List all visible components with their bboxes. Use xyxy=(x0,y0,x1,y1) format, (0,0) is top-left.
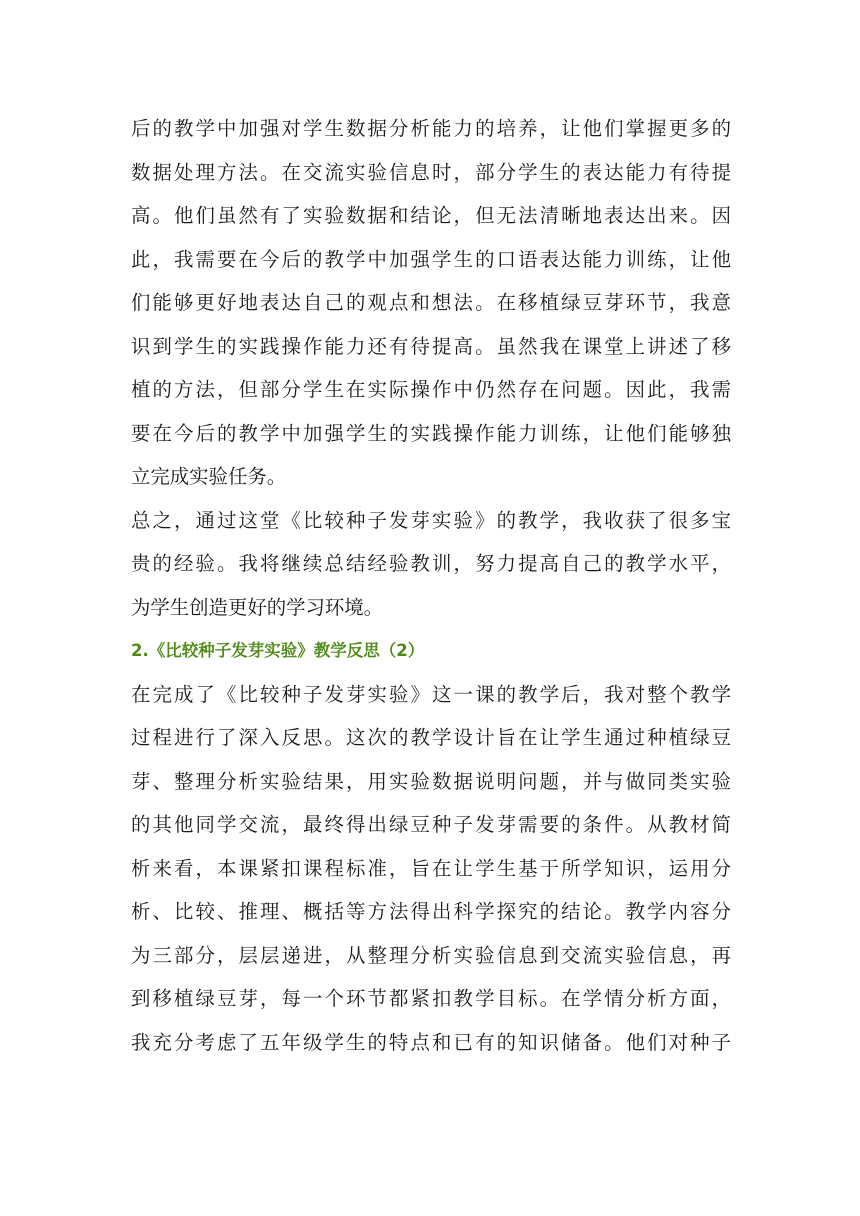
text-line: 后的教学中加强对学生数据分析能力的培养，让他们掌握更多的 xyxy=(131,117,731,140)
text-line: 此，我需要在今后的教学中加强学生的口语表达能力训练，让他 xyxy=(131,247,731,271)
paragraph-continued xyxy=(131,107,731,499)
document-body xyxy=(131,107,731,1064)
text-line: 的其他同学交流，最终得出绿豆种子发芽需要的条件。从教材简 xyxy=(131,813,731,836)
paragraph-reflection xyxy=(131,673,731,1065)
text-line: 析、比较、推理、概括等方法得出科学探究的结论。教学内容分 xyxy=(131,900,731,923)
paragraph-summary xyxy=(131,499,731,630)
text-line: 在完成了《比较种子发芽实验》这一课的教学后，我对整个教学 xyxy=(131,682,731,706)
text-line: 析来看，本课紧扣课程标准，旨在让学生基于所学知识，运用分 xyxy=(131,856,731,880)
text-line: 要在今后的教学中加强学生的实践操作能力训练，让他们能够独 xyxy=(131,421,731,445)
text-line: 立完成实验任务。 xyxy=(131,465,287,488)
text-line: 们能够更好地表达自己的观点和想法。在移植绿豆芽环节，我意 xyxy=(131,291,731,314)
section-heading: 2.《比较种子发芽实验》教学反思（2） xyxy=(131,641,425,660)
text-line: 贵的经验。我将继续总结经验教训，努力提高自己的教学水平， xyxy=(131,552,731,575)
text-line: 植的方法，但部分学生在实际操作中仍然存在问题。因此，我需 xyxy=(131,378,731,401)
text-line: 芽、整理分析实验结果，用实验数据说明问题，并与做同类实验 xyxy=(131,769,731,793)
text-line: 高。他们虽然有了实验数据和结论，但无法清晰地表达出来。因 xyxy=(131,204,731,227)
text-line: 数据处理方法。在交流实验信息时，部分学生的表达能力有待提 xyxy=(131,160,731,184)
text-line: 到移植绿豆芽，每一个环节都紧扣教学目标。在学情分析方面， xyxy=(131,987,731,1010)
text-line: 为三部分，层层递进，从整理分析实验信息到交流实验信息，再 xyxy=(131,943,731,967)
text-line: 识到学生的实践操作能力还有待提高。虽然我在课堂上讲述了移 xyxy=(131,334,731,358)
text-line: 为学生创造更好的学习环境。 xyxy=(131,595,384,619)
text-line: 我充分考虑了五年级学生的特点和已有的知识储备。他们对种子 xyxy=(131,1030,731,1054)
text-line: 总之，通过这堂《比较种子发芽实验》的教学，我收获了很多宝 xyxy=(131,508,731,532)
text-line: 过程进行了深入反思。这次的教学设计旨在让学生通过种植绿豆 xyxy=(131,726,731,749)
